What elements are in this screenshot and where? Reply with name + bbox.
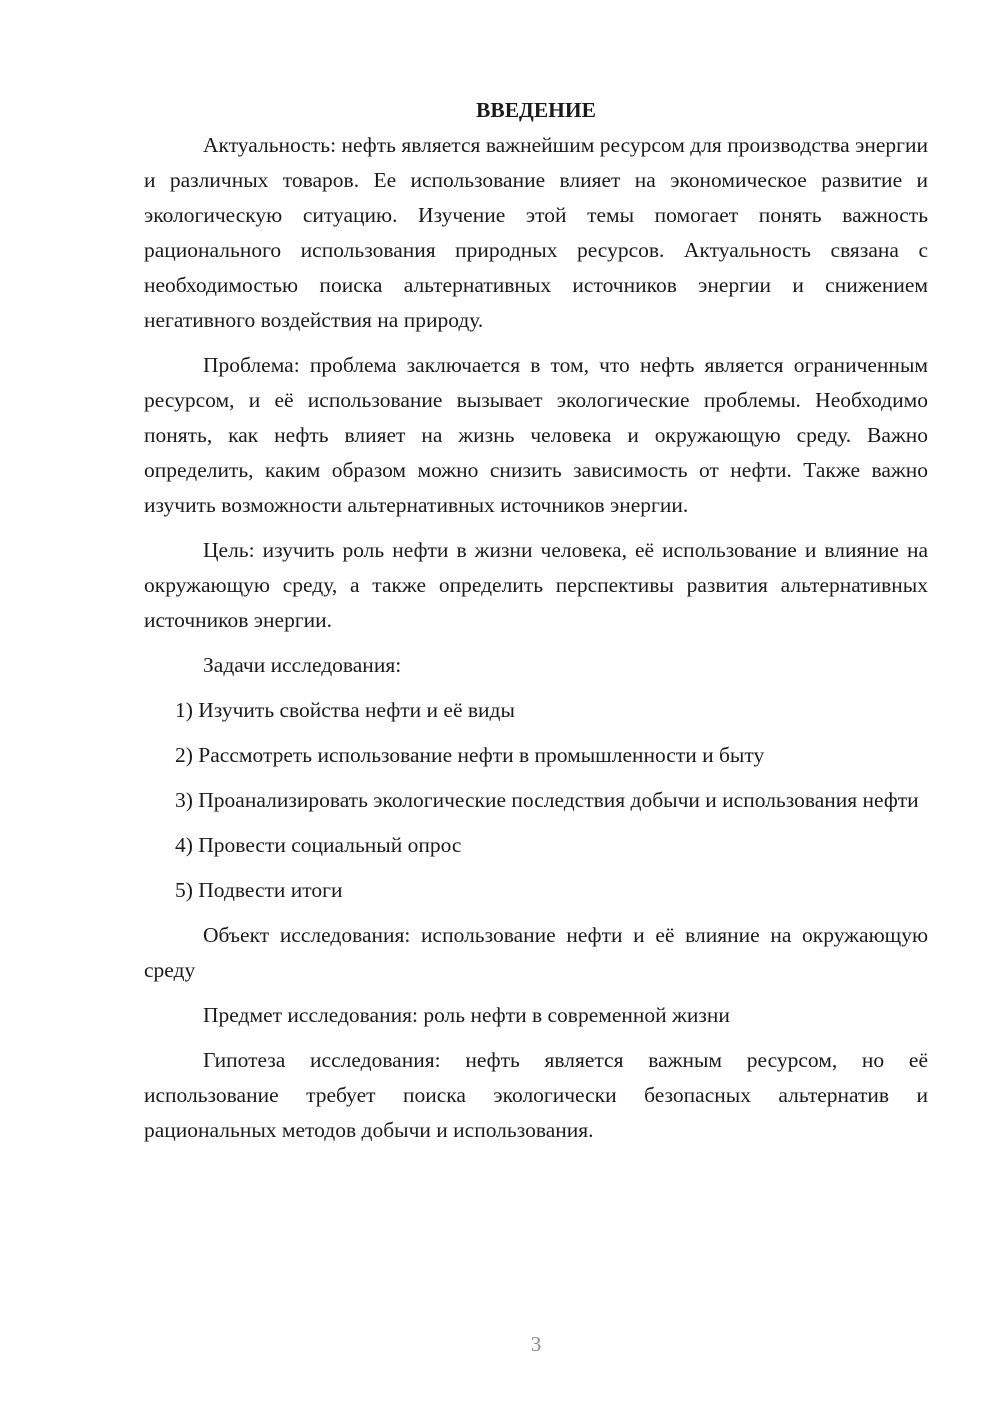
page-number: 3: [530, 1332, 542, 1356]
paragraph-object: Объект исследования: использование нефти и её влияние на окружающую среду: [144, 923, 928, 982]
page-title: ВВЕДЕНИЕ: [476, 98, 596, 122]
task-item-3: 3) Проанализировать экологические последствия добычи и использования нефти: [175, 788, 919, 812]
document-page: [144, 93, 928, 1158]
paragraph-problem: Проблема: проблема заключается в том, что нефть является ограниченным ресурсом, и её использование вызывает экологические проблемы. Необходимо понять, как нефть влияет на жизнь человека и окружающую среду. Важно определить, каким образом можно снизить зависимость от нефти. Также важно изучить возможности альтернативных источников энергии.: [144, 353, 928, 517]
tasks-heading: Задачи исследования:: [203, 653, 402, 677]
task-item-5: 5) Подвести итоги: [175, 878, 343, 902]
task-item-2: 2) Рассмотреть использование нефти в промышленности и быту: [175, 743, 765, 767]
paragraph-relevance: Актуальность: нефть является важнейшим ресурсом для производства энергии и различных товаров. Ее использование влияет на экономическое развитие и экологическую ситуацию. Изучение этой темы помогает понять важность рационального использования природных ресурсов. Актуальность связана с необходимостью поиска альтернативных источников энергии и снижением негативного воздействия на природу.: [144, 133, 928, 332]
task-item-4: 4) Провести социальный опрос: [175, 833, 462, 857]
task-item-1: 1) Изучить свойства нефти и её виды: [175, 698, 515, 722]
paragraph-subject: Предмет исследования: роль нефти в современной жизни: [203, 1003, 730, 1027]
paragraph-hypothesis: Гипотеза исследования: нефть является важным ресурсом, но её использование требует поиска экологически безопасных альтернатив и рациональных методов добычи и использования.: [144, 1048, 928, 1142]
paragraph-goal: Цель: изучить роль нефти в жизни человека, её использование и влияние на окружающую среду, а также определить перспективы развития альтернативных источников энергии.: [144, 538, 928, 632]
